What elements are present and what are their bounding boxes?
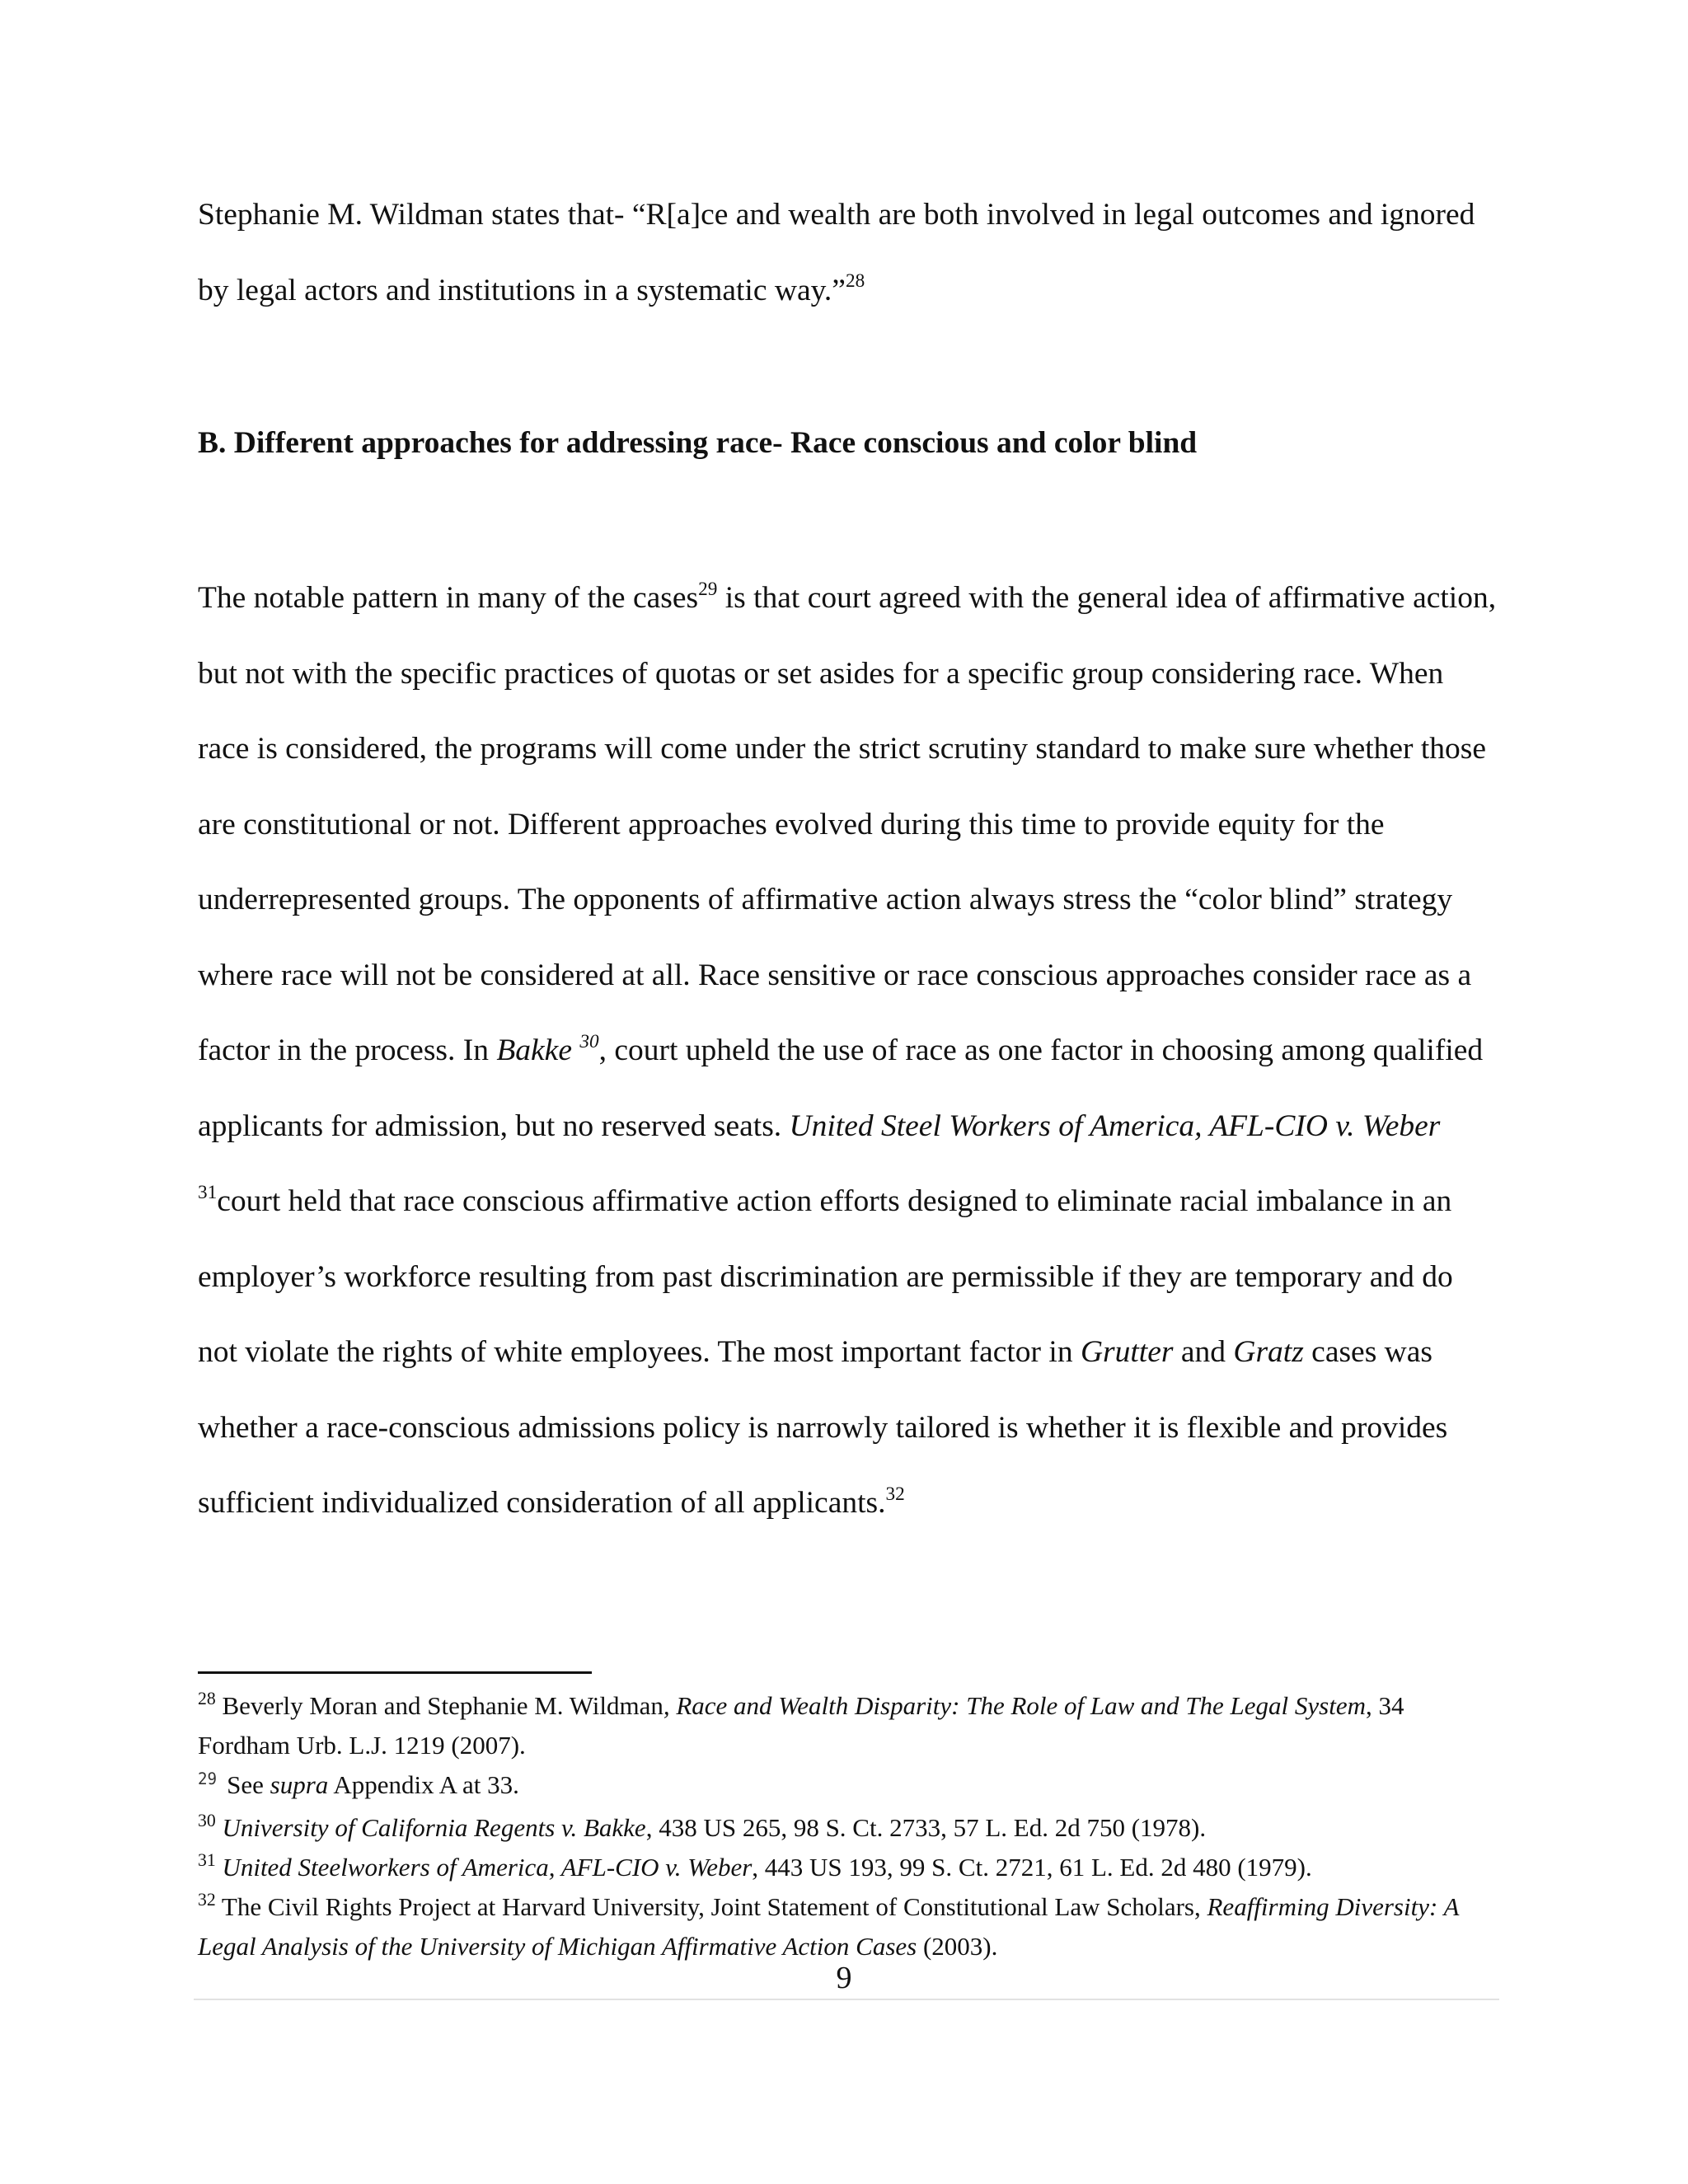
paragraph-approaches	[198, 560, 1500, 1541]
footnote-title: supra	[270, 1770, 329, 1799]
footnote-number: 29	[198, 1769, 218, 1789]
footnote-separator	[198, 1671, 592, 1674]
case-name-weber: United Steel Workers of America, AFL-CIO v. Weber	[789, 1108, 1441, 1143]
case-name-bakke: Bakke	[496, 1033, 572, 1067]
paragraph-text: Stephanie M. Wildman states that- “R[a]ce and wealth are both involved in legal outcomes and ignored by legal actors and institutions in a systematic way.”	[198, 198, 1475, 307]
footnote-ref-30: 30	[579, 1030, 599, 1052]
page-bottom-rule	[194, 1999, 1499, 2000]
footnote-text: The Civil Rights Project at Harvard University, Joint Statement of Constitutional Law Scholars,	[215, 1892, 1207, 1921]
paragraph-text: and	[1173, 1335, 1234, 1369]
footnote-ref-31: 31	[198, 1181, 218, 1203]
paragraph-text: , court upheld the use of race as one factor in choosing among qualified applicants for admission, but no reserved seats.	[198, 1033, 1484, 1143]
footnote-ref-32: 32	[885, 1483, 905, 1505]
paragraph-text: cases was whether a race-conscious admissions policy is narrowly tailored is whether it is flexible and provides sufficient individualized consideration of all applicants.	[198, 1335, 1448, 1520]
footnote-text: See	[227, 1770, 270, 1799]
footnote-text: Beverly Moran and Stephanie M. Wildman	[215, 1691, 663, 1720]
footnote-ref-28: 28	[845, 270, 865, 293]
footnote-title: , Race and Wealth Disparity: The Role of Law and The Legal System	[663, 1691, 1366, 1720]
footnote-text: , 34 Fordham Urb. L.J. 1219 (2007).	[198, 1691, 1404, 1760]
footnote-32	[198, 1887, 1500, 1966]
footnote-ref-29: 29	[698, 578, 718, 600]
paragraph-text: is that court agreed with the general idea of affirmative action, but not with the specific practices of quotas or set asides for a specific group considering race. When race is considered, the programs will come under the strict scrutiny standard to make sure whether those are constitutional or not. Different approaches evolved during this time to provide equity for the underrepresented groups. The opponents of affirmative action always stress the “color blind” strategy where race will not be considered at all. Race sensitive or race conscious approaches consider race as a factor in the process. In	[198, 581, 1497, 1067]
footnote-text: , 438 US 265, 98 S. Ct. 2733, 57 L. Ed. 2d 750 (1978).	[645, 1813, 1207, 1842]
paragraph-text: The notable pattern in many of the cases	[198, 581, 699, 615]
footnote-title: United Steelworkers of America, AFL-CIO v. Weber	[222, 1853, 753, 1882]
footnote-31	[198, 1848, 1500, 1887]
footnote-title: Reaffirming Diversity: A Legal Analysis of the University of Michigan Affirmative Action Cases	[198, 1892, 1459, 1961]
footnote-text: , 443 US 193, 99 S. Ct. 2721, 61 L. Ed. 2d 480 (1979).	[752, 1853, 1312, 1882]
case-name-grutter: Grutter	[1080, 1335, 1174, 1369]
page-number: 9	[836, 1961, 852, 1995]
section-heading: B. Different approaches for addressing race- Race conscious and color blind	[198, 426, 1198, 460]
footnotes	[198, 1686, 1500, 1966]
footnote-number: 30	[198, 1811, 216, 1831]
paragraph-wildman-quote	[198, 177, 1500, 328]
case-name-gratz: Gratz	[1233, 1335, 1304, 1369]
footnote-number: 31	[198, 1850, 216, 1871]
footnote-29	[198, 1765, 1500, 1808]
footnote-30	[198, 1808, 1500, 1848]
footnote-title: University of California Regents v. Bakke	[222, 1813, 646, 1842]
footnote-28	[198, 1686, 1500, 1765]
footnote-number: 32	[198, 1890, 216, 1910]
footnote-number: 28	[198, 1689, 216, 1709]
footnote-text: Appendix A at 33.	[328, 1770, 519, 1799]
paragraph-text: court held that race conscious affirmative action efforts designed to eliminate racial imbalance in an employer’s workforce resulting from past discrimination are permissible if they are temporary and do not violate the rights of white employees. The most important factor in	[198, 1184, 1453, 1369]
footnote-text: (2003).	[917, 1932, 998, 1961]
